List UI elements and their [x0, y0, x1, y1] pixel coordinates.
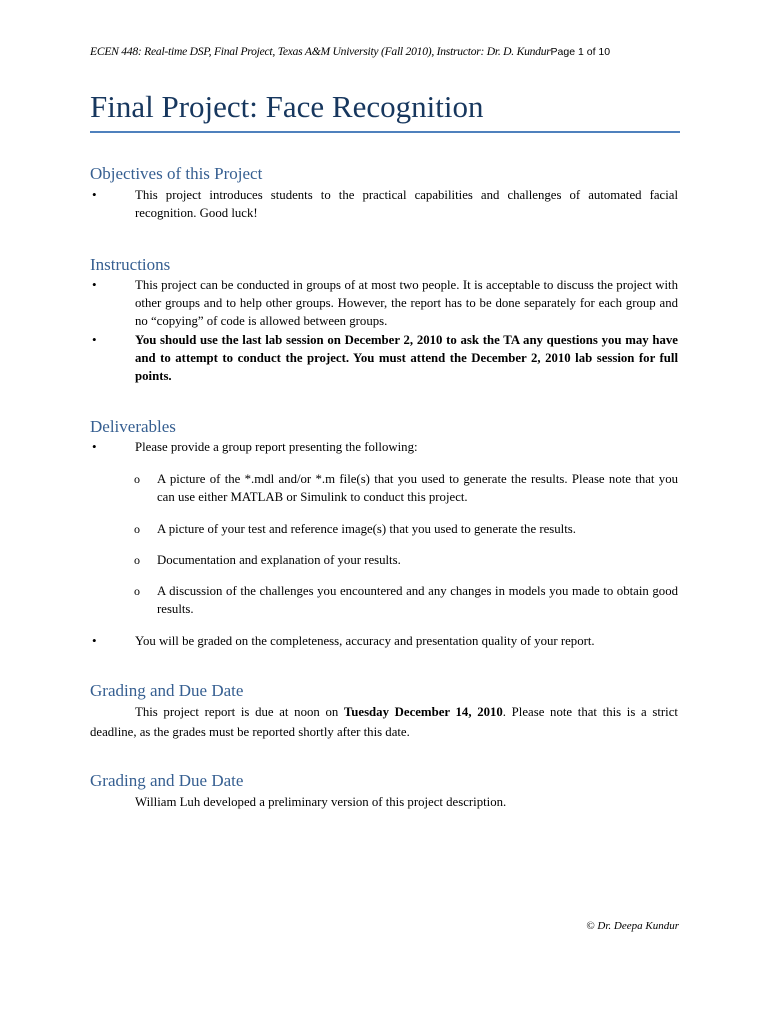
footer-copyright: © Dr. Deepa Kundur — [586, 920, 679, 932]
sub-bullet-symbol: o — [134, 584, 140, 598]
title-rule — [90, 131, 680, 133]
deliverables-sub-item: Documentation and explanation of your results. — [157, 553, 401, 567]
acknowledgement-heading: Grading and Due Date — [90, 771, 244, 790]
sub-bullet-symbol: o — [134, 553, 140, 567]
course-line: ECEN 448: Real-time DSP, Final Project, Texas A&M University (Fall 2010), Instructor: Dr. D. Kundur — [90, 45, 551, 58]
grading-text-before: This project report is due at noon on — [135, 705, 344, 719]
objectives-item: This project introduces students to the practical capabilities and challenges of automated facial recognition. Good luck! — [135, 188, 678, 220]
sub-bullet-symbol: o — [134, 472, 140, 486]
grading-text-after: . Please note that this is a strict deadline, as the grades must be reported shortly after this date. — [90, 705, 678, 739]
due-date: Tuesday December 14, 2010 — [343, 705, 503, 719]
bullet-symbol: • — [92, 332, 97, 347]
sub-bullet-symbol: o — [134, 522, 140, 536]
acknowledgement-paragraph: William Luh developed a preliminary version of this project description. — [135, 795, 507, 809]
objectives-heading: Objectives of this Project — [90, 164, 263, 183]
bullet-symbol: • — [92, 439, 97, 454]
running-header — [90, 45, 690, 59]
instructions-item: This project can be conducted in groups of at most two people. It is acceptable to discuss the project with other groups and to help other groups. However, the report has to be done separately for each group and no “copying” of code is allowed between groups. — [135, 278, 678, 328]
deliverables-intro: Please provide a group report presenting the following: — [135, 440, 418, 454]
deliverables-closing: You will be graded on the completeness, accuracy and presentation quality of your report. — [135, 634, 595, 648]
grading-paragraph — [90, 702, 678, 742]
deliverables-sub-item: A picture of the *.mdl and/or *.m file(s) that you used to generate the results. Please note that you can use either MATLAB or Simulink to conduct this project. — [157, 472, 678, 504]
page-number: Page 1 of 10 — [550, 46, 611, 58]
deliverables-sub-item: A picture of your test and reference image(s) that you used to generate the results. — [157, 522, 576, 536]
deliverables-sub-item: A discussion of the challenges you encountered and any changes in models you made to obtain good results. — [157, 584, 678, 616]
bullet-symbol: • — [92, 277, 97, 292]
grading-heading: Grading and Due Date — [90, 681, 244, 700]
bullet-symbol: • — [92, 187, 97, 202]
instructions-heading: Instructions — [90, 255, 171, 274]
instructions-item-bold: You should use the last lab session on December 2, 2010 to ask the TA any questions you may have and to attempt to conduct the project. You must attend the December 2, 2010 lab session for full points. — [135, 333, 678, 383]
document-title: Final Project: Face Recognition — [90, 89, 484, 124]
deliverables-heading: Deliverables — [90, 417, 176, 436]
bullet-symbol: • — [92, 633, 97, 648]
